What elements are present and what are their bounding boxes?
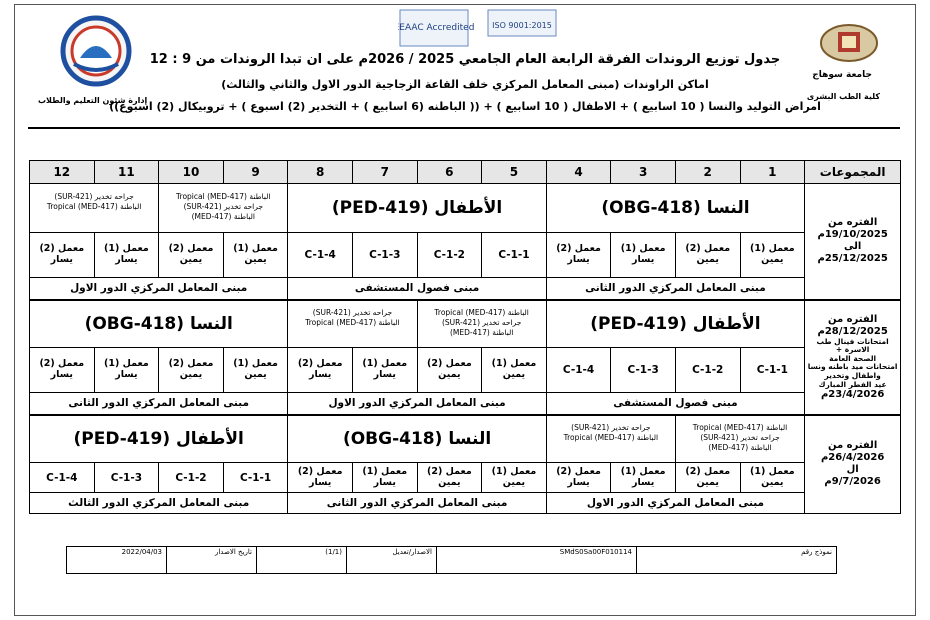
lab-cell: معمل (2) يمين <box>159 347 224 392</box>
lab-cell: معمل (1) يمين <box>482 462 547 493</box>
lab-cell: معمل (1) يسار <box>352 347 417 392</box>
lab-cell: معمل (1) يسار <box>611 232 676 277</box>
obg-block: النسا (OBG-418) <box>546 183 804 232</box>
class-cell: C-1-2 <box>159 462 224 493</box>
lab-cell: معمل (1) يسار <box>94 347 159 392</box>
form-number-label: نموذج رقم <box>637 547 837 574</box>
issue-date-value: 2022/04/03 <box>67 547 167 574</box>
building-cell: مبنى المعامل المركزي الدور الاول <box>30 277 288 300</box>
faculty-name: كلية الطب البشرى <box>806 92 880 101</box>
lab-cell: معمل (2) يسار <box>546 232 611 277</box>
class-cell: C-1-4 <box>30 462 95 493</box>
building-cell: مبنى المعامل المركزي الدور الاول <box>288 392 546 415</box>
svg-text:EEAAC Accredited: EEAAC Accredited <box>398 23 475 33</box>
locations-line: اماكن الراوندات (مبنى المعامل المركزي خلف القاعة الزجاجية الدور الاول والثاني والثالث) <box>221 78 709 91</box>
accreditation-logos <box>398 8 558 50</box>
education-logo-icon <box>44 14 148 88</box>
group-header: 10 <box>159 161 224 184</box>
class-cell: C-1-1 <box>482 232 547 277</box>
rotations-line: امراض التوليد والنسا ( 10 اسابيع ) + الاطفال ( 10 اسابيع ) + (( الباطنه (6 اسابيع ) + التخدير (2) اسبوع ) + تروبيكال (2) اسبوع)) <box>109 100 821 113</box>
lab-cell: معمل (1) يمين <box>740 232 805 277</box>
rotation-block: جراحه تخدير (SUR-421) الباطنة (MED-417) Tropical <box>30 183 159 232</box>
group-header: 11 <box>94 161 159 184</box>
ped-block: الأطفال (PED-419) <box>30 415 288 462</box>
lab-cell: معمل (2) يمين <box>417 462 482 493</box>
building-cell: مبنى المعامل المركزي الدور الثانى <box>546 277 804 300</box>
form-code: SMdS0Sa00F010114 <box>437 547 637 574</box>
group-header: 7 <box>352 161 417 184</box>
lab-cell: معمل (1) يمين <box>223 347 288 392</box>
lab-cell: معمل (1) يسار <box>611 462 676 493</box>
class-cell: C-1-2 <box>675 347 740 392</box>
form-footer <box>66 546 837 574</box>
group-header: 1 <box>740 161 805 184</box>
class-cell: C-1-2 <box>417 232 482 277</box>
rounds-table <box>29 160 901 514</box>
lab-cell: معمل (2) يسار <box>30 232 95 277</box>
building-cell: مبنى المعامل المركزي الدور الثانى <box>288 493 546 514</box>
period-1-cell: الفتره من 19/10/2025م الى 25/12/2025م <box>805 183 901 300</box>
group-header: 12 <box>30 161 95 184</box>
group-header: 3 <box>611 161 676 184</box>
lab-cell: معمل (2) يسار <box>288 347 353 392</box>
lab-cell: معمل (1) يمين <box>740 462 805 493</box>
period-3-cell: الفتره من 26/4/2026م ال 9/7/2026م <box>805 415 901 514</box>
rotation-block: الباطنة (MED-417) Tropical جراحه تخدير (SUR-421) الباطنة (MED-417) <box>417 300 546 347</box>
lab-cell: معمل (2) يسار <box>546 462 611 493</box>
group-header: 6 <box>417 161 482 184</box>
period-2-cell: الفتره من 28/12/2025م امتحانات فينال طب الاسرة + الصحة العامة امتحانات ميد باطنه ونسا واطفال وتخدير عيد الفطر المبارك 23/4/2026م <box>805 300 901 415</box>
lab-cell: معمل (2) يمين <box>675 462 740 493</box>
group-header: 4 <box>546 161 611 184</box>
lab-cell: معمل (1) يسار <box>352 462 417 493</box>
groups-header: المجموعات <box>805 161 901 184</box>
group-header: 5 <box>482 161 547 184</box>
lab-cell: معمل (1) يمين <box>482 347 547 392</box>
rotation-block: جراحه تخدير (SUR-421) الباطنة (MED-417) Tropical <box>546 415 675 462</box>
class-cell: C-1-4 <box>288 232 353 277</box>
ped-block: الأطفال (PED-419) <box>546 300 804 347</box>
lab-cell: معمل (2) يمين <box>417 347 482 392</box>
building-cell: مبنى فصول المستشفى <box>288 277 546 300</box>
svg-text:ISO 9001:2015: ISO 9001:2015 <box>492 21 552 30</box>
class-cell: C-1-3 <box>94 462 159 493</box>
lab-cell: معمل (2) يسار <box>30 347 95 392</box>
university-name: جامعة سوهاج <box>812 70 872 80</box>
class-cell: C-1-1 <box>740 347 805 392</box>
header-divider <box>28 127 900 129</box>
building-cell: مبنى المعامل المركزي الدور الثانى <box>30 392 288 415</box>
lab-cell: معمل (2) يمين <box>675 232 740 277</box>
class-cell: C-1-3 <box>352 232 417 277</box>
lab-cell: معمل (1) يمين <box>223 232 288 277</box>
rotation-block: الباطنة (MED-417) Tropical جراحه تخدير (SUR-421) الباطنة (MED-417) <box>675 415 804 462</box>
class-cell: C-1-4 <box>546 347 611 392</box>
accreditation-logo-icon <box>398 8 558 50</box>
building-cell: مبنى فصول المستشفى <box>546 392 804 415</box>
ped-block: الأطفال (PED-419) <box>288 183 546 232</box>
group-header: 9 <box>223 161 288 184</box>
header-row <box>30 161 901 184</box>
group-header: 8 <box>288 161 353 184</box>
lab-cell: معمل (2) يسار <box>288 462 353 493</box>
class-cell: C-1-1 <box>223 462 288 493</box>
lab-cell: معمل (2) يمين <box>159 232 224 277</box>
obg-block: النسا (OBG-418) <box>30 300 288 347</box>
page-title: جدول توزيع الروندات الفرقة الرابعة العام الجامعي 2025 / 2026م على ان تبدا الروندات من 9 : 12 <box>149 52 781 67</box>
edition-value: (1/1) <box>257 547 347 574</box>
rotation-block: الباطنة (MED-417) Tropical جراحه تخدير (SUR-421) الباطنة (MED-417) <box>159 183 288 232</box>
issue-date-label: تاريخ الاصدار <box>167 547 257 574</box>
class-cell: C-1-3 <box>611 347 676 392</box>
group-header: 2 <box>675 161 740 184</box>
obg-block: النسا (OBG-418) <box>288 415 546 462</box>
building-cell: مبنى المعامل المركزي الدور الاول <box>546 493 804 514</box>
building-cell: مبنى المعامل المركزي الدور الثالث <box>30 493 288 514</box>
department-name: إدارة شئون التعليم والطلاب <box>38 96 148 105</box>
lab-cell: معمل (1) يسار <box>94 232 159 277</box>
rotation-block: جراحه تخدير (SUR-421) الباطنة (MED-417) Tropical <box>288 300 417 347</box>
edition-label: الاصدار/تعديل <box>347 547 437 574</box>
